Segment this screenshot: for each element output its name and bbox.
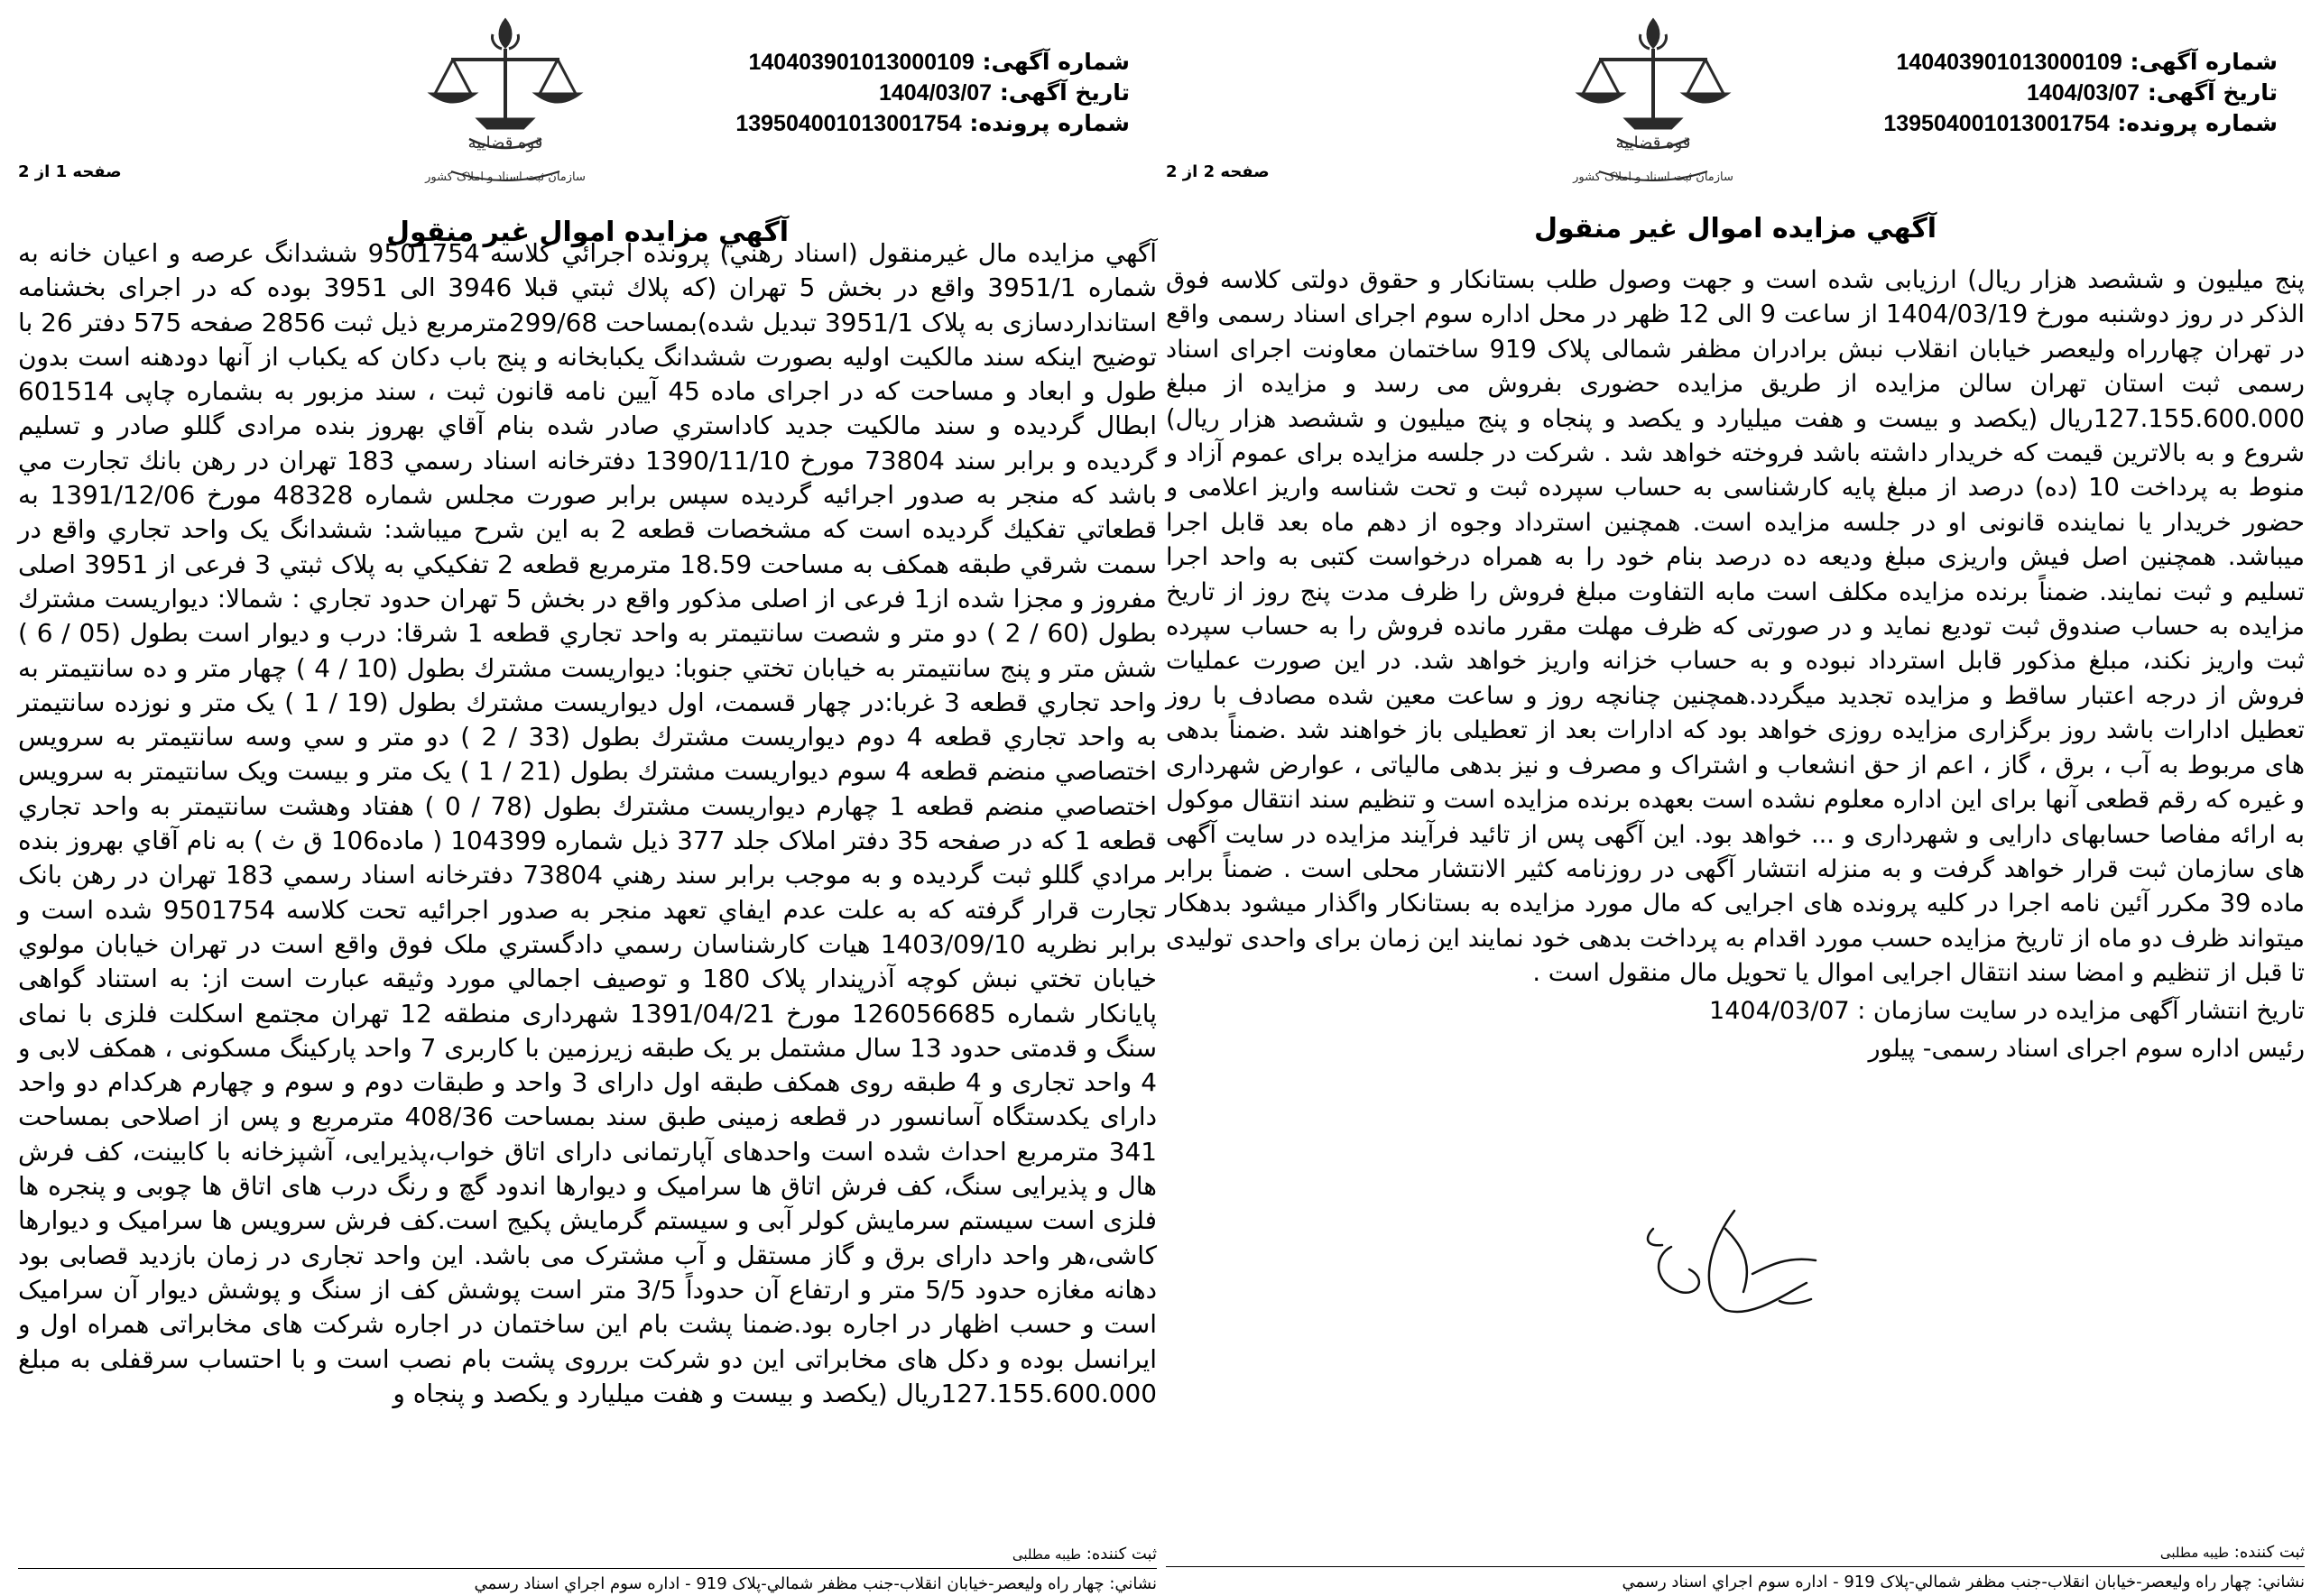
notice-header-info xyxy=(735,47,1130,139)
document-title: آگهي مزايده اموال غير منقول xyxy=(1533,213,1937,244)
file-number: 139504001013001754 xyxy=(735,111,962,136)
notice-body xyxy=(1166,263,2305,1067)
page-number: صفحه 1 از 2 xyxy=(18,162,122,181)
emblem-caption: قوه قضاییه xyxy=(1615,134,1691,152)
file-number-label: شماره پرونده: xyxy=(2117,110,2278,136)
notice-header-info xyxy=(1883,47,2278,139)
emblem-caption: قوه قضاییه xyxy=(467,134,543,152)
signatory-line: رئیس اداره سوم اجرای اسناد رسمی- پیلور xyxy=(1868,1034,2305,1063)
address-label: نشاني: xyxy=(1109,1574,1157,1593)
judiciary-scales-emblem-icon xyxy=(415,13,596,193)
notice-body-text: آگهي مزايده مال غيرمنقول (اسناد رهني) پرونده اجرائي كلاسه 9501754 ششدانگ عرصه و اعيان خانه به شماره 3951/1 واقع در بخش 5 تهران (كه پلاك ثبتي قبلا 3946 الی 3951 بوده كه در اجرای بخشنامه استانداردسازی به پلاک 3951/1 تبدیل شده)بمساحت 299/68مترمربع ذیل ثبت 2856 صفحه 575 دفتر 26 با توضیح اینکه سند مالكيت اولیه بصورت ششدانگ یکبابخانه و پنج باب دکان كه یکباب از آنها دودهنه است بدون طول و ابعاد و مساحت كه در اجرای ماده 45 آیین نامه قانون ثبت ، سند مزبور به بشماره چاپی 601514 ابطال گرديده و سند مالكيت جديد كاداستري صادر شده بنام آقاي بهروز بنده مرادی گللو صادر و تسلیم گرديده و برابر سند 73804 مورخ 1390/11/10 دفترخانه اسناد رسمي 183 تهران در رهن بانك تجارت مي باشد كه منجر به صدور اجرائيه گرديده سپس برابر صورت مجلس شماره 48328 مورخ 1391/12/06 به قطعاتي تفكيك گرديده است كه مشخصات قطعه 2 به اين شرح ميباشد: ششدانگ يک واحد تجاري واقع در سمت شرقي طبقه همكف به مساحت 18.59 مترمربع قطعه 2 تفكيكي به پلاک ثبتي 3 فرعی از 3951 اصلی مفروز و مجزا شده از1 فرعی از اصلی مذکور واقع در بخش 5 تهران حدود تجاري : شمالا: ديواريست مشترك بطول (60 / 2 ) دو متر و شصت سانتيمتر به واحد تجاري قطعه 1 شرقا: درب و ديوار است بطول (05 / 6 ) شش متر و پنج سانتيمتر به خيابان تختي جنوبا: ديواريست مشترك بطول (10 / 4 ) چهار متر و ده سانتيمتر به واحد تجاري قطعه 3 غربا:در چهار قسمت، اول ديواريست مشترك بطول (19 / 1 ) يک متر و نوزده سانتيمتر به واحد تجاري قطعه 4 دوم ديواريست مشترك بطول (33 / 2 ) دو متر و سي وسه سانتيمتر به سرويس اختصاصي منضم قطعه 4 سوم ديواريست مشترك بطول (21 / 1 ) يک متر و بيست ويک سانتيمتر به سرويس اختصاصي منضم قطعه 1 چهارم ديواريست مشترك بطول (78 / 0 ) هفتاد وهشت سانتيمتر به واحد تجاري قطعه 1 كه در صفحه 35 دفتر املاک جلد 377 ذيل شماره 104399 ( ماده106 ق ث ) به نام آقاي بهروز بنده مرادي گللو ثبت گرديده و به موجب برابر سند رهني 73804 دفترخانه اسناد رسمي 183 تهران در رهن بانک تجارت قرار گرفته که به علت عدم ایفاي تعهد منجر به صدور اجرائيه تحت كلاسه 9501754 شده است و برابر نظریه 1403/09/10 هيات كارشناسان رسمي دادگستري ملک فوق واقع است در تهران خیابان مولوي خيابان تختي نبش كوچه آذرپندار پلاک 180 و توصيف اجمالي مورد وثيقه عبارت است از: به استناد گواهی پایانکار شماره 126056685 مورخ 1391/04/21 شهرداری منطقه 12 تهران مجتمع اسكلت فلزی با نمای سنگ و قدمتی حدود 13 سال مشتمل بر یک طبقه زیرزمین با کاربری 7 واحد پارکینگ مسکونی ، همکف لابی و 4 واحد تجاری و 4 طبقه روی همکف طبقه اول دارای 3 واحد و طبقات دوم و سوم و چهارم هرکدام دو واحد دارای یکدستگاه آسانسور در قطعه زمینی طبق سند بمساحت 408/36 مترمربع و پس از اصلاحی بمساحت 341 مترمربع احداث شده است واحدهای آپارتمانی دارای اتاق خواب،پذیرایی، آشپزخانه با کابینت، کف فرش هال و پذیرایی سنگ، کف فرش اتاق ها سرامیک و دیوارها اندود گچ و رنگ درب های اتاق ها چوبی و پنجره ها فلزی است سیستم سرمایش کولر آبی و سیستم گرمایش پکیج است.کف فرش سرویس ها سرامیک و دیوارها کاشی،هر واحد دارای برق و گاز مستقل و آب مشترک می باشد. این واحد تجاری در زمان بازدید قصابی بود دهانه مغازه حدود 5/5 متر و ارتفاع آن حدوداً 3/5 متر است پوشش کف از سنگ و پوشش دیوار آن سرامیک است و حسب اظهار در اجاره بود.ضمنا پشت بام این ساختمان در اجاره شرکت های مخابراتی همراه اول و ایرانسل بوده و دکل های مخابراتی این دو شرکت برروی پشت بام نصب است و با احتساب سرقفلی به مبلغ 127.155.600.000ریال (یکصد و بیست و هفت میلیارد و یکصد و پنجاه و xyxy=(18,238,1158,1408)
file-number-label: شماره پرونده: xyxy=(969,110,1130,136)
notice-number-label: شماره آگهی: xyxy=(982,49,1130,75)
notice-number: 140403901013000109 xyxy=(748,50,975,75)
notice-number-label: شماره آگهی: xyxy=(2130,49,2278,75)
registrar-label: ثبت کننده: xyxy=(1086,1545,1157,1564)
notice-date-label: تاریخ آگهی: xyxy=(2147,79,2278,106)
notice-date: 1404/03/07 xyxy=(878,80,993,106)
footer-rule xyxy=(1166,1566,2305,1567)
address-text: چهار راه وليعصر-خيابان انقلاب-جنب مظفر شمالي-پلاک 919 - اداره سوم اجراي اسناد رسمي xyxy=(474,1574,1105,1593)
address-text: چهار راه وليعصر-خيابان انقلاب-جنب مظفر شمالي-پلاک 919 - اداره سوم اجراي اسناد رسمي xyxy=(1622,1573,2252,1591)
publish-date-line: تاریخ انتشار آگهی مزایده در سایت سازمان : 1404/03/07 xyxy=(1709,996,2305,1025)
file-number: 139504001013001754 xyxy=(1883,111,2110,136)
notice-body xyxy=(18,236,1157,1411)
handwritten-signature-icon xyxy=(1599,1193,1843,1328)
notice-date-label: تاریخ آگهی: xyxy=(999,79,1130,106)
document-title: آگهي مزايده اموال غير منقول xyxy=(385,217,790,248)
page-1 xyxy=(18,0,1157,1593)
page-footer xyxy=(18,1543,1157,1596)
page-number: صفحه 2 از 2 xyxy=(1166,162,1270,181)
judiciary-scales-emblem-icon xyxy=(1563,13,1743,193)
footer-rule xyxy=(18,1568,1157,1569)
registrar-name: طیبه مطلبی xyxy=(1012,1546,1082,1563)
notice-number: 140403901013000109 xyxy=(1896,50,2122,75)
emblem-subcaption: سازمان ثبت اسناد و املاک کشور xyxy=(1573,171,1733,184)
registrar-name: طیبه مطلبی xyxy=(2159,1545,2230,1561)
emblem-subcaption: سازمان ثبت اسناد و املاک کشور xyxy=(425,171,586,184)
notice-date: 1404/03/07 xyxy=(2026,80,2140,106)
notice-body-text: پنج میلیون و ششصد هزار ریال) ارزیابی شده است و جهت وصول طلب بستانکار و حقوق دولتی کلاسه فوق الذکر در روز دوشنبه مورخ 1404/03/19 از ساعت 9 الی 12 ظهر در محل اداره سوم اجرای اسناد رسمی واقع در تهران چهارراه ولیعصر خیابان انقلاب نبش برادران مظفر شمالی پلاک 919 ساختمان معاونت اجرای اسناد رسمی ثبت استان تهران سالن مزایده از طریق مزایده حضوری بفروش می رسد و مزایده از مبلغ 127.155.600.000ریال (یکصد و بیست و هفت میلیارد و یکصد و پنجاه و پنج میلیون و ششصد هزار ریال) شروع و به بالاترین قیمت که خریدار داشته باشد فروخته خواهد شد . شرکت در جلسه مزایده برای عموم آزاد و منوط به پرداخت 10 (ده) درصد از مبلغ پایه کارشناسی به حساب سپرده ثبت و تحت شناسه واریز اعلامی و حضور خریدار یا نماینده قانونی او در جلسه مزایده است. همچنین استرداد وجوه از دهم ماه بعد قابل اجرا میباشد. همچنین اصل فیش واریزی مبلغ ودیعه ده درصد بنام خود را به همراه درخواست کتبی به واحد اجرا تسلیم و ثبت نمایند. ضمناً برنده مزایده مکلف است مابه التفاوت مبلغ فروش را ظرف مدت پنج روز از تاریخ مزایده به حساب صندوق ثبت تودیع نماید و در صورتی که ظرف مهلت مقرر مانده فروش را به حساب سپرده ثبت واریز نکند، مبلغ مذکور قابل استرداد نبوده و به حساب خزانه واریز خواهد شد. در این صورت عملیات فروش از درجه اعتبار ساقط و مزایده تجدید میگردد.همچنین چنانچه روز و ساعت معین شده مصادف با روز تعطیل ادارات باشد روز برگزاری مزایده روزی خواهد بود که ادارات بعد از تعطیلی باز خواهند شد .ضمناً بدهی های مربوط به آب ، برق ، گاز ، اعم از حق انشعاب و اشتراک و مصرف و نیز بدهی مالیاتی ، عوارض شهرداری و غیره که رقم قطعی آنها برای این اداره معلوم نشده است بعهده برنده مزایده است و تنظیم سند انتقال موکول به ارائه مفاصا حسابهای دارایی و شهرداری و ... خواهد بود. این آگهی پس از تائید فرآیند مزایده در سایت آگهی های سازمان ثبت قرار خواهد گرفت و به منزله انتشار آگهی در روزنامه کثیر الانتشار محلی است . ضمناً برابر ماده 39 مکرر آئین نامه اجرا در کلیه پرونده های اجرایی که مال مورد مزایده به بستانکار واگذار میشود بدهکار میتواند ظرف دو ماه از تاریخ مزایده حسب مورد اقدام به پرداخت بدهی خود نمایند این زمان برای واحدی تولیدی تا قبل از تنظیم و امضا سند انتقال اجرایی اموال یا تحویل مال منقول است . xyxy=(1165,266,2305,988)
page-footer xyxy=(1166,1541,2305,1594)
registrar-label: ثبت کننده: xyxy=(2233,1543,2305,1562)
page-2 xyxy=(1166,0,2305,1593)
address-label: نشاني: xyxy=(2257,1573,2305,1591)
